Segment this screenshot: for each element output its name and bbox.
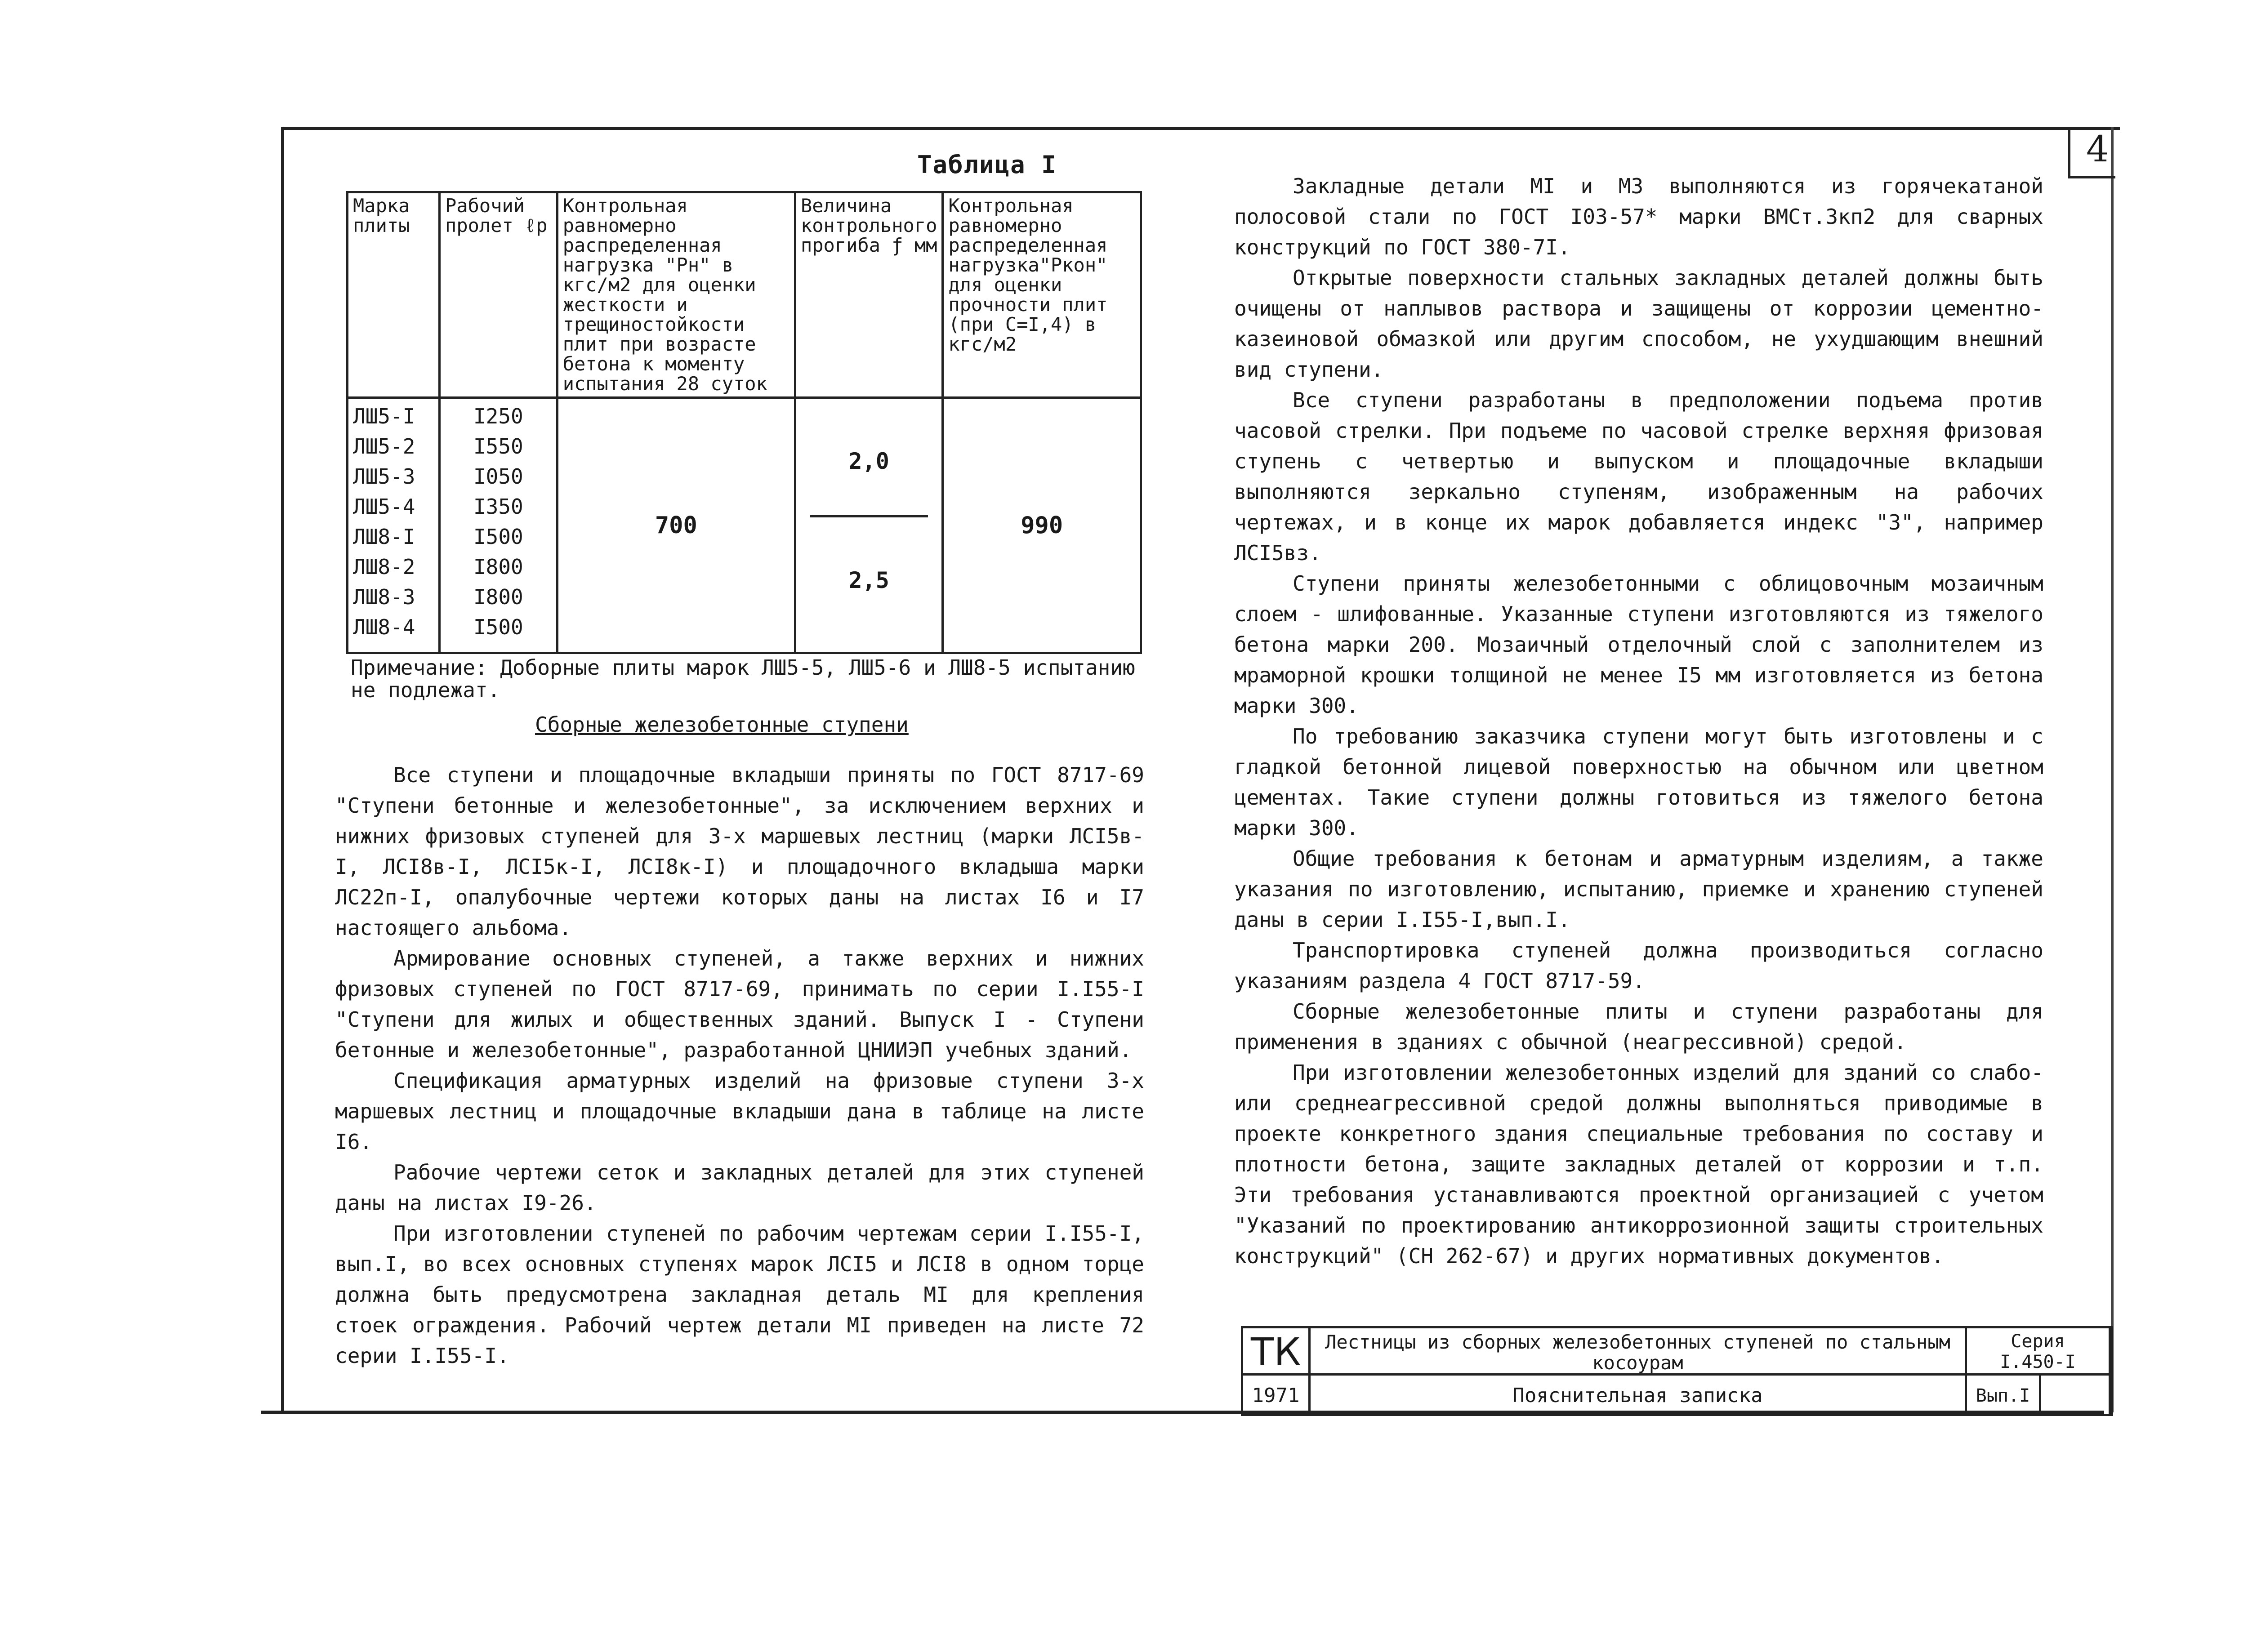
paragraph: Общие требования к бетонам и арматурным изделиям, а также указания по изготовлению, испытанию, приемке и хранению ступеней даны в серии I.I55-I,вып.I.	[1234, 846, 2043, 932]
stamp-doc-name: Пояснительная записка	[1311, 1376, 1967, 1416]
load-pn-value: 700	[557, 398, 795, 653]
table-cell: ЛШ5-2	[353, 434, 415, 459]
paragraph: Транспортировка ступеней должна производиться согласно указаниям раздела 4 ГОСТ 8717-59.	[1234, 938, 2043, 993]
paragraph: Открытые поверхности стальных закладных деталей должны быть очищены от наплывов раствора и защищены от коррозии цементно-казеиновой обмазкой или другим способом, не ухудшающим внешний вид ступени.	[1234, 266, 2043, 382]
table-cell: I500	[473, 615, 523, 639]
paragraph: Армирование основных ступеней, а также верхних и нижних фризовых ступеней по ГОСТ 8717-69, принимать по серии I.I55-I "Ступени для жилых и общественных зданий. Выпуск I - Ступени бетонные и железобетонные", разработанной ЦНИИЭП учебных зданий.	[335, 946, 1144, 1062]
frame-border-right	[2111, 127, 2114, 1412]
section-heading: Сборные железобетонные ступени	[535, 712, 909, 737]
paragraph: Закладные детали МI и М3 выполняются из горячекатаной полосовой стали по ГОСТ I03-57* марки ВМСт.3кп2 для сварных конструкций по ГОСТ 380-7I.	[1234, 174, 2043, 259]
load-pkon-value: 990	[943, 398, 1141, 653]
table-cell: ЛШ8-4	[353, 615, 415, 639]
deflection-value-1: 2,0	[810, 407, 928, 517]
page-number: 4	[2086, 128, 2109, 170]
stamp-issue: Вып.I	[1967, 1376, 2041, 1416]
table-body-row	[348, 398, 1141, 653]
stamp-empty-cell	[2041, 1376, 2111, 1416]
right-text-column	[1234, 171, 2043, 1271]
paragraph: Все ступени и площадочные вкладыши приняты по ГОСТ 8717-69 "Ступени бетонные и железобетонные", за исключением верхних и нижних фризовых ступеней для 3-х маршевых лестниц (марки ЛСI5в-I, ЛСI8в-I, ЛСI5к-I, ЛСI8к-I) и площадочного вкладыша марки ЛС22п-I, опалубочные чертежи которых даны на листах I6 и I7 настоящего альбома.	[335, 763, 1144, 940]
paragraph: Спецификация арматурных изделий на фризовые ступени 3-х маршевых лестниц и площадочные вкладыши дана в таблице на листе I6.	[335, 1069, 1144, 1154]
deflection-column	[795, 398, 942, 653]
paragraph: Рабочие чертежи сеток и закладных деталей для этих ступеней даны на листах I9-26.	[335, 1160, 1144, 1215]
table-cell: ЛШ8-3	[353, 585, 415, 609]
stamp-series	[1967, 1328, 2111, 1376]
stamp-series-label: Серия	[2011, 1331, 2065, 1352]
table-header-row	[348, 192, 1141, 398]
title-block-stamp	[1241, 1326, 2113, 1416]
frame-border-left	[281, 127, 284, 1412]
header-mark: Марка плиты	[348, 192, 440, 398]
table-cell: I800	[473, 555, 523, 579]
paragraph: Ступени приняты железобетонными с облицовочным мозаичным слоем - шлифованные. Указанные ступени изготовляются из тяжелого бетона марки 200. Мозаичный отделочный слой с заполнителем из мраморной крошки толщиной не менее I5 мм изготовляется из бетона марки 300.	[1234, 571, 2043, 718]
paragraph: При изготовлении железобетонных изделий для зданий со слабо-или среднеагрессивной средой должны выполняться приводимые в проекте конкретного здания специальные требования по составу и плотности бетона, защите закладных деталей от коррозии и т.п. Эти требования устанавливаются проектной организацией с учетом "Указаний по проектированию антикоррозионной защиты строительных конструкций" (СН 262-67) и других нормативных документов.	[1234, 1060, 2043, 1268]
paragraph: При изготовлении ступеней по рабочим чертежам серии I.I55-I, вып.I, во всех основных ступенях марок ЛСI5 и ЛСI8 в одном торце должна быть предусмотрена закладная деталь МI для крепления стоек ограждения. Рабочий чертеж детали МI приведен на листе 72 серии I.I55-I.	[335, 1221, 1144, 1368]
table-cell: I550	[473, 434, 523, 459]
load-table	[346, 191, 1142, 654]
paragraph: Все ступени разработаны в предположении подъема против часовой стрелки. При подъеме по часовой стрелке верхняя фризовая ступень с четвертью и выпуском и площадочные вкладыши выполняются зеркально ступеням, изображенным на рабочих чертежах, и в конце их марок добавляется индекс "З", например ЛСI5вз.	[1234, 388, 2043, 565]
table-cell: ЛШ5-I	[353, 404, 415, 428]
marks-column	[348, 398, 440, 653]
table-cell: ЛШ8-I	[353, 525, 415, 549]
stamp-org: ТК	[1243, 1328, 1311, 1376]
table-cell: I050	[473, 464, 523, 489]
deflection-value-2: 2,5	[848, 567, 889, 593]
table-cell: I250	[473, 404, 523, 428]
table-cell: I350	[473, 494, 523, 519]
table-cell: ЛШ5-3	[353, 464, 415, 489]
table-title: Таблица I	[917, 151, 1057, 179]
frame-border-top	[281, 127, 2120, 130]
spans-column	[440, 398, 558, 653]
stamp-title: Лестницы из сборных железобетонных ступеней по стальным косоурам	[1311, 1328, 1967, 1376]
table-cell: ЛШ5-4	[353, 494, 415, 519]
header-deflection: Величина контрольного прогиба ƒ мм	[795, 192, 942, 398]
paragraph: По требованию заказчика ступени могут быть изготовлены и с гладкой бетонной лицевой поверхностью на обычном или цветном цементах. Такие ступени должны готовиться из тяжелого бетона марки 300.	[1234, 724, 2043, 840]
table-cell: I500	[473, 525, 523, 549]
stamp-year: 1971	[1243, 1376, 1311, 1416]
header-load-pn: Контрольная равномерно распределенная нагрузка "Рн" в кгс/м2 для оценки жесткости и трещиностойкости плит при возрасте бетона к моменту испытания 28 суток	[557, 192, 795, 398]
table-note: Примечание: Доборные плиты марок ЛШ5-5, ЛШ5-6 и ЛШ8-5 испытанию не подлежат.	[351, 655, 1135, 702]
left-text-column	[335, 760, 1144, 1371]
header-load-pkon: Контрольная равномерно распределенная нагрузка"Ркон" для оценки прочности плит (при С=I,4) в кгс/м2	[943, 192, 1141, 398]
table-cell: ЛШ8-2	[353, 555, 415, 579]
table-cell: I800	[473, 585, 523, 609]
header-span: Рабочий пролет ℓр	[440, 192, 558, 398]
stamp-series-value: I.450-I	[2000, 1352, 2076, 1372]
paragraph: Сборные железобетонные плиты и ступени разработаны для применения в зданиях с обычной (неагрессивной) средой.	[1234, 999, 2043, 1054]
